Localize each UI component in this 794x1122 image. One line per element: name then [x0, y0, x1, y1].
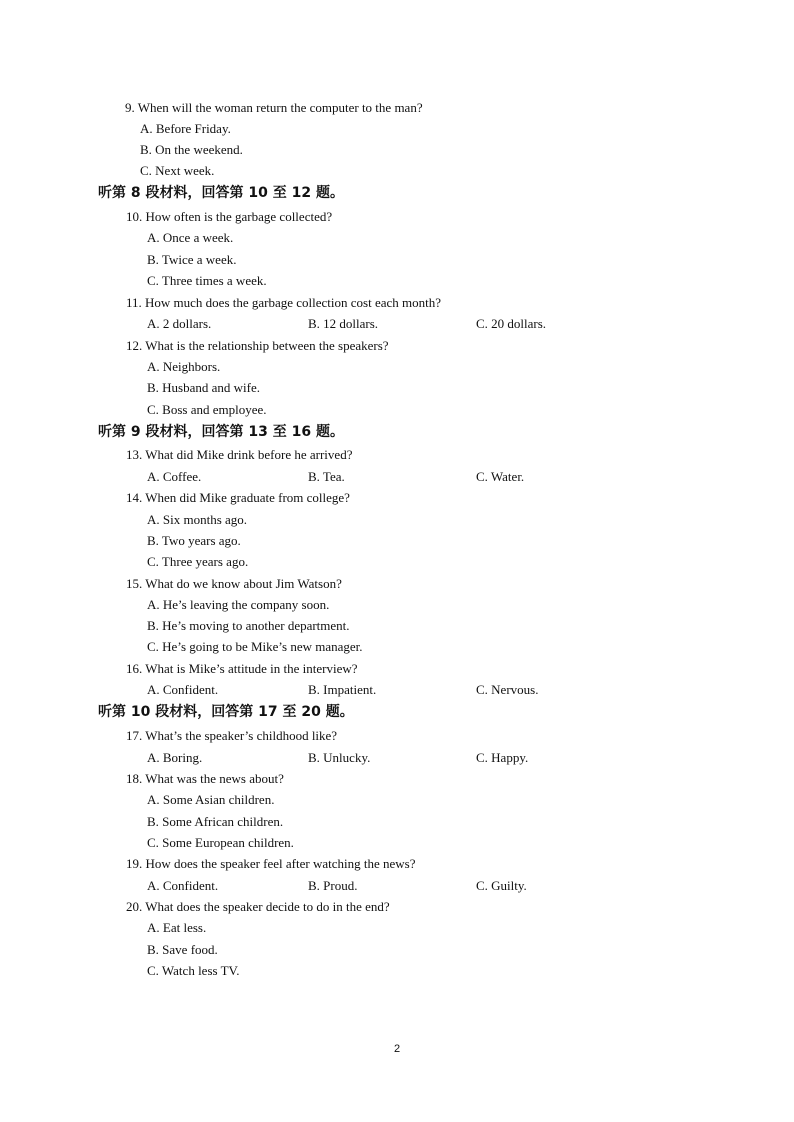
question-12-option-a: A. Neighbors. — [147, 359, 221, 374]
question-17-stem: 17. What’s the speaker’s childhood like? — [126, 728, 338, 743]
question-18-option-a: A. Some Asian children. — [147, 792, 275, 807]
question-14-stem: 14. When did Mike graduate from college? — [126, 490, 350, 505]
question-19-option-b: B. Proud. — [308, 878, 358, 893]
question-11-option-a: A. 2 dollars. — [147, 316, 212, 331]
question-20-stem: 20. What does the speaker decide to do in the end? — [126, 899, 390, 914]
question-16-option-c: C. Nervous. — [476, 682, 539, 697]
question-9-option-c: C. Next week. — [140, 163, 215, 178]
question-20-option-a: A. Eat less. — [147, 920, 207, 935]
question-15-stem: 15. What do we know about Jim Watson? — [126, 576, 342, 591]
question-12-option-c: C. Boss and employee. — [147, 402, 267, 417]
question-17-option-c: C. Happy. — [476, 750, 529, 765]
question-18-option-c: C. Some European children. — [147, 835, 294, 850]
question-9-option-a: A. Before Friday. — [140, 121, 231, 136]
question-18-option-b: B. Some African children. — [147, 814, 284, 829]
question-13-stem: 13. What did Mike drink before he arrived? — [126, 447, 353, 462]
question-16-option-b: B. Impatient. — [308, 682, 377, 697]
question-19-option-c: C. Guilty. — [476, 878, 527, 893]
question-13-option-c: C. Water. — [476, 469, 525, 484]
question-16-option-a: A. Confident. — [147, 682, 219, 697]
question-17-option-b: B. Unlucky. — [308, 750, 371, 765]
page-number: 2 — [393, 1043, 401, 1055]
question-10-option-a: A. Once a week. — [147, 230, 234, 245]
question-9-stem: 9. When will the woman return the computer to the man? — [125, 100, 423, 115]
section-8-heading: 听第 8 段材料，回答第 10 至 12 题。 — [98, 185, 344, 201]
question-15-option-c: C. He’s going to be Mike’s new manager. — [147, 639, 363, 654]
question-9-option-b: B. On the weekend. — [140, 142, 243, 157]
question-14-option-b: B. Two years ago. — [147, 533, 241, 548]
question-14-option-a: A. Six months ago. — [147, 512, 248, 527]
question-14-option-c: C. Three years ago. — [147, 554, 249, 569]
question-19-option-a: A. Confident. — [147, 878, 219, 893]
question-11-option-b: B. 12 dollars. — [308, 316, 379, 331]
question-12-option-b: B. Husband and wife. — [147, 380, 261, 395]
question-13-option-b: B. Tea. — [308, 469, 345, 484]
question-20-option-c: C. Watch less TV. — [147, 963, 240, 978]
section-10-heading: 听第 10 段材料，回答第 17 至 20 题。 — [98, 704, 354, 720]
question-12-stem: 12. What is the relationship between the speakers? — [126, 338, 389, 353]
question-18-stem: 18. What was the news about? — [126, 771, 284, 786]
question-15-option-b: B. He’s moving to another department. — [147, 618, 350, 633]
question-17-option-a: A. Boring. — [147, 750, 203, 765]
question-11-option-c: C. 20 dollars. — [476, 316, 547, 331]
question-10-option-c: C. Three times a week. — [147, 273, 267, 288]
question-10-option-b: B. Twice a week. — [147, 252, 237, 267]
section-9-heading: 听第 9 段材料，回答第 13 至 16 题。 — [98, 424, 344, 440]
question-10-stem: 10. How often is the garbage collected? — [126, 209, 333, 224]
question-13-option-a: A. Coffee. — [147, 469, 202, 484]
question-20-option-b: B. Save food. — [147, 942, 218, 957]
question-16-stem: 16. What is Mike’s attitude in the interview? — [126, 661, 358, 676]
question-15-option-a: A. He’s leaving the company soon. — [147, 597, 330, 612]
question-11-stem: 11. How much does the garbage collection cost each month? — [126, 295, 442, 310]
question-19-stem: 19. How does the speaker feel after watching the news? — [126, 856, 416, 871]
